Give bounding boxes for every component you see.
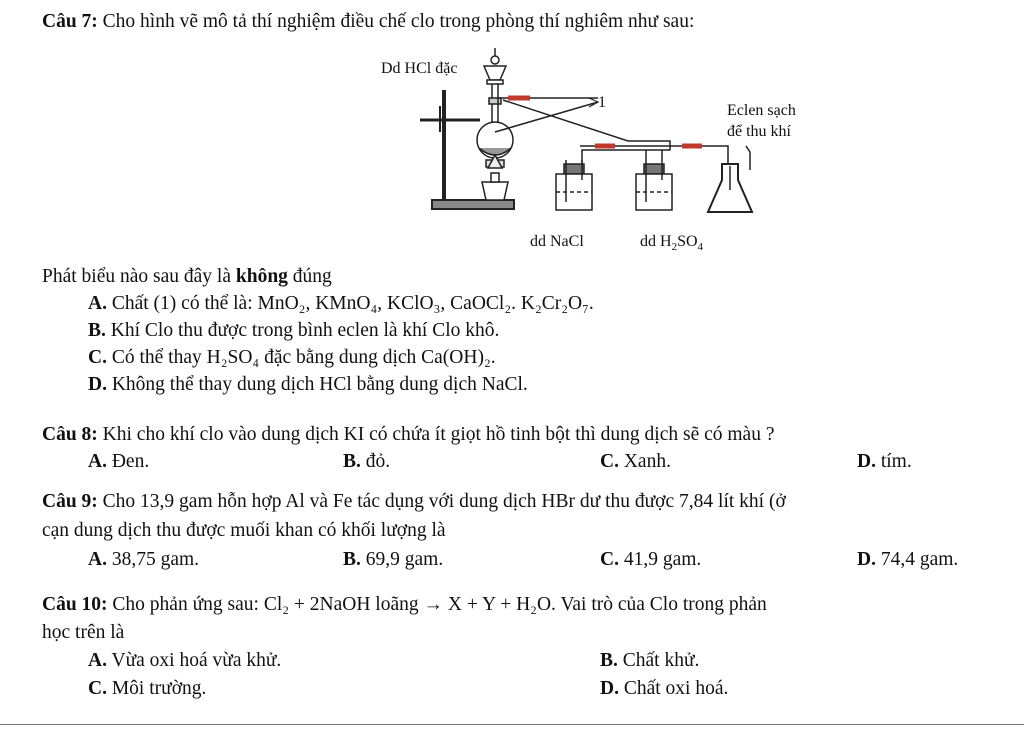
option-text: 74,4 gam. [880, 549, 959, 570]
nacl-bottle-label: dd NaCl [530, 233, 584, 250]
q8-option-a[interactable] [88, 452, 149, 472]
hcl-label: Dd HCl đặc [381, 60, 458, 77]
option-text: Không thể thay dung dịch HCl bằng dung dịch NaCl. [111, 374, 528, 395]
q9-option-d[interactable] [857, 550, 958, 570]
option-text: Vừa oxi hoá vừa khử. [111, 650, 282, 671]
question-7-stem [42, 12, 694, 32]
option-letter: C. [88, 347, 107, 368]
option-text: đỏ. [365, 451, 391, 472]
option-letter: C. [600, 451, 619, 472]
q9-option-b[interactable] [343, 550, 443, 570]
option-text: tím. [880, 451, 912, 472]
q7-option-d[interactable] [88, 375, 528, 395]
option-text: Chất oxi hoá. [623, 678, 729, 699]
option-letter: B. [343, 549, 361, 570]
option-text: Khí Clo thu được trong bình eclen là khí Clo khô. [110, 320, 500, 341]
option-letter: B. [343, 451, 361, 472]
q8-option-b[interactable] [343, 452, 390, 472]
q7-option-c[interactable] [88, 348, 496, 368]
option-text: Chất khử. [622, 650, 700, 671]
option-text: Xanh. [623, 451, 671, 472]
option-letter: C. [88, 678, 107, 699]
reagent-1-marker: 1 [598, 94, 606, 111]
option-letter: A. [88, 549, 107, 570]
option-letter: A. [88, 650, 107, 671]
option-letter: C. [600, 549, 619, 570]
question-10-label: Câu 10: [42, 594, 108, 615]
question-10-stem-cont: học trên là [42, 622, 125, 643]
option-letter: D. [88, 374, 107, 395]
question-8-stem [42, 425, 775, 445]
question-10-stem [42, 595, 767, 615]
h2so4-bottle-label: dd $H_2SO_4$ [640, 233, 704, 253]
option-letter: B. [88, 320, 106, 341]
question-9-stem-cont: cạn dung dịch thu được muối khan có khối lượng là [42, 520, 446, 541]
prompt-text-end: đúng [287, 266, 332, 287]
nacl-wash-bottle [556, 160, 592, 210]
q9-option-a[interactable] [88, 550, 199, 570]
question-9-text: Cho 13,9 gam hỗn hợp Al và Fe tác dụng với dung dịch HBr dư thu được 7,84 lít khí (ở [102, 491, 786, 512]
question-7-text: Cho hình vẽ mô tả thí nghiệm điều chế clo trong phòng thí nghiêm như sau: [102, 11, 695, 32]
eclen-label-line2: để thu khí [727, 123, 791, 140]
option-letter: D. [857, 549, 876, 570]
q8-option-c[interactable] [600, 452, 671, 472]
prompt-text: Phát biểu nào sau đây là [42, 266, 236, 287]
option-letter: A. [88, 293, 107, 314]
option-letter: D. [857, 451, 876, 472]
q9-option-c[interactable] [600, 550, 701, 570]
question-9-label: Câu 9: [42, 491, 98, 512]
question-7-label: Câu 7: [42, 11, 98, 32]
q10-option-b[interactable] [600, 651, 699, 671]
q8-option-d[interactable] [857, 452, 912, 472]
question-8-text: Khi cho khí clo vào dung dịch KI có chứa ít giọt hồ tinh bột thì dung dịch sẽ có màu ? [102, 424, 775, 445]
option-text: Có thể thay H₂SO₄ đặc bằng dung dịch Ca(OH)₂. [111, 347, 496, 368]
option-text: 41,9 gam. [623, 549, 702, 570]
option-letter: A. [88, 451, 107, 472]
eclen-label-line1: Eclen sạch [727, 102, 796, 119]
option-letter: D. [600, 678, 619, 699]
option-text: Môi trường. [111, 678, 207, 699]
erlenmeyer-flask [708, 164, 752, 212]
option-text: Chất (1) có thể là: MnO₂, KMnO₄, KClO₃, CaOCl₂. K₂Cr₂O₇. [111, 293, 594, 314]
q10-option-c[interactable] [88, 679, 206, 699]
gas-delivery-tube [495, 98, 750, 170]
q7-option-a[interactable] [88, 294, 594, 314]
q10-option-a[interactable] [88, 651, 281, 671]
question-8-label: Câu 8: [42, 424, 98, 445]
chlorine-apparatus-diagram [370, 40, 850, 260]
question-9-stem [42, 492, 786, 512]
question-7-prompt [42, 267, 332, 287]
question-10-text: Cho phản ứng sau: Cl₂ + 2NaOH loãng → X + Y + H₂O. Vai trò của Clo trong phản [112, 594, 767, 615]
page-bottom-divider [0, 724, 1024, 725]
option-text: Đen. [111, 451, 150, 472]
option-text: 38,75 gam. [111, 549, 200, 570]
h2so4-drying-bottle [636, 150, 672, 210]
prompt-emphasis: không [235, 266, 288, 287]
q7-option-b[interactable] [88, 321, 499, 341]
option-letter: B. [600, 650, 618, 671]
q10-option-d[interactable] [600, 679, 728, 699]
option-text: 69,9 gam. [365, 549, 444, 570]
